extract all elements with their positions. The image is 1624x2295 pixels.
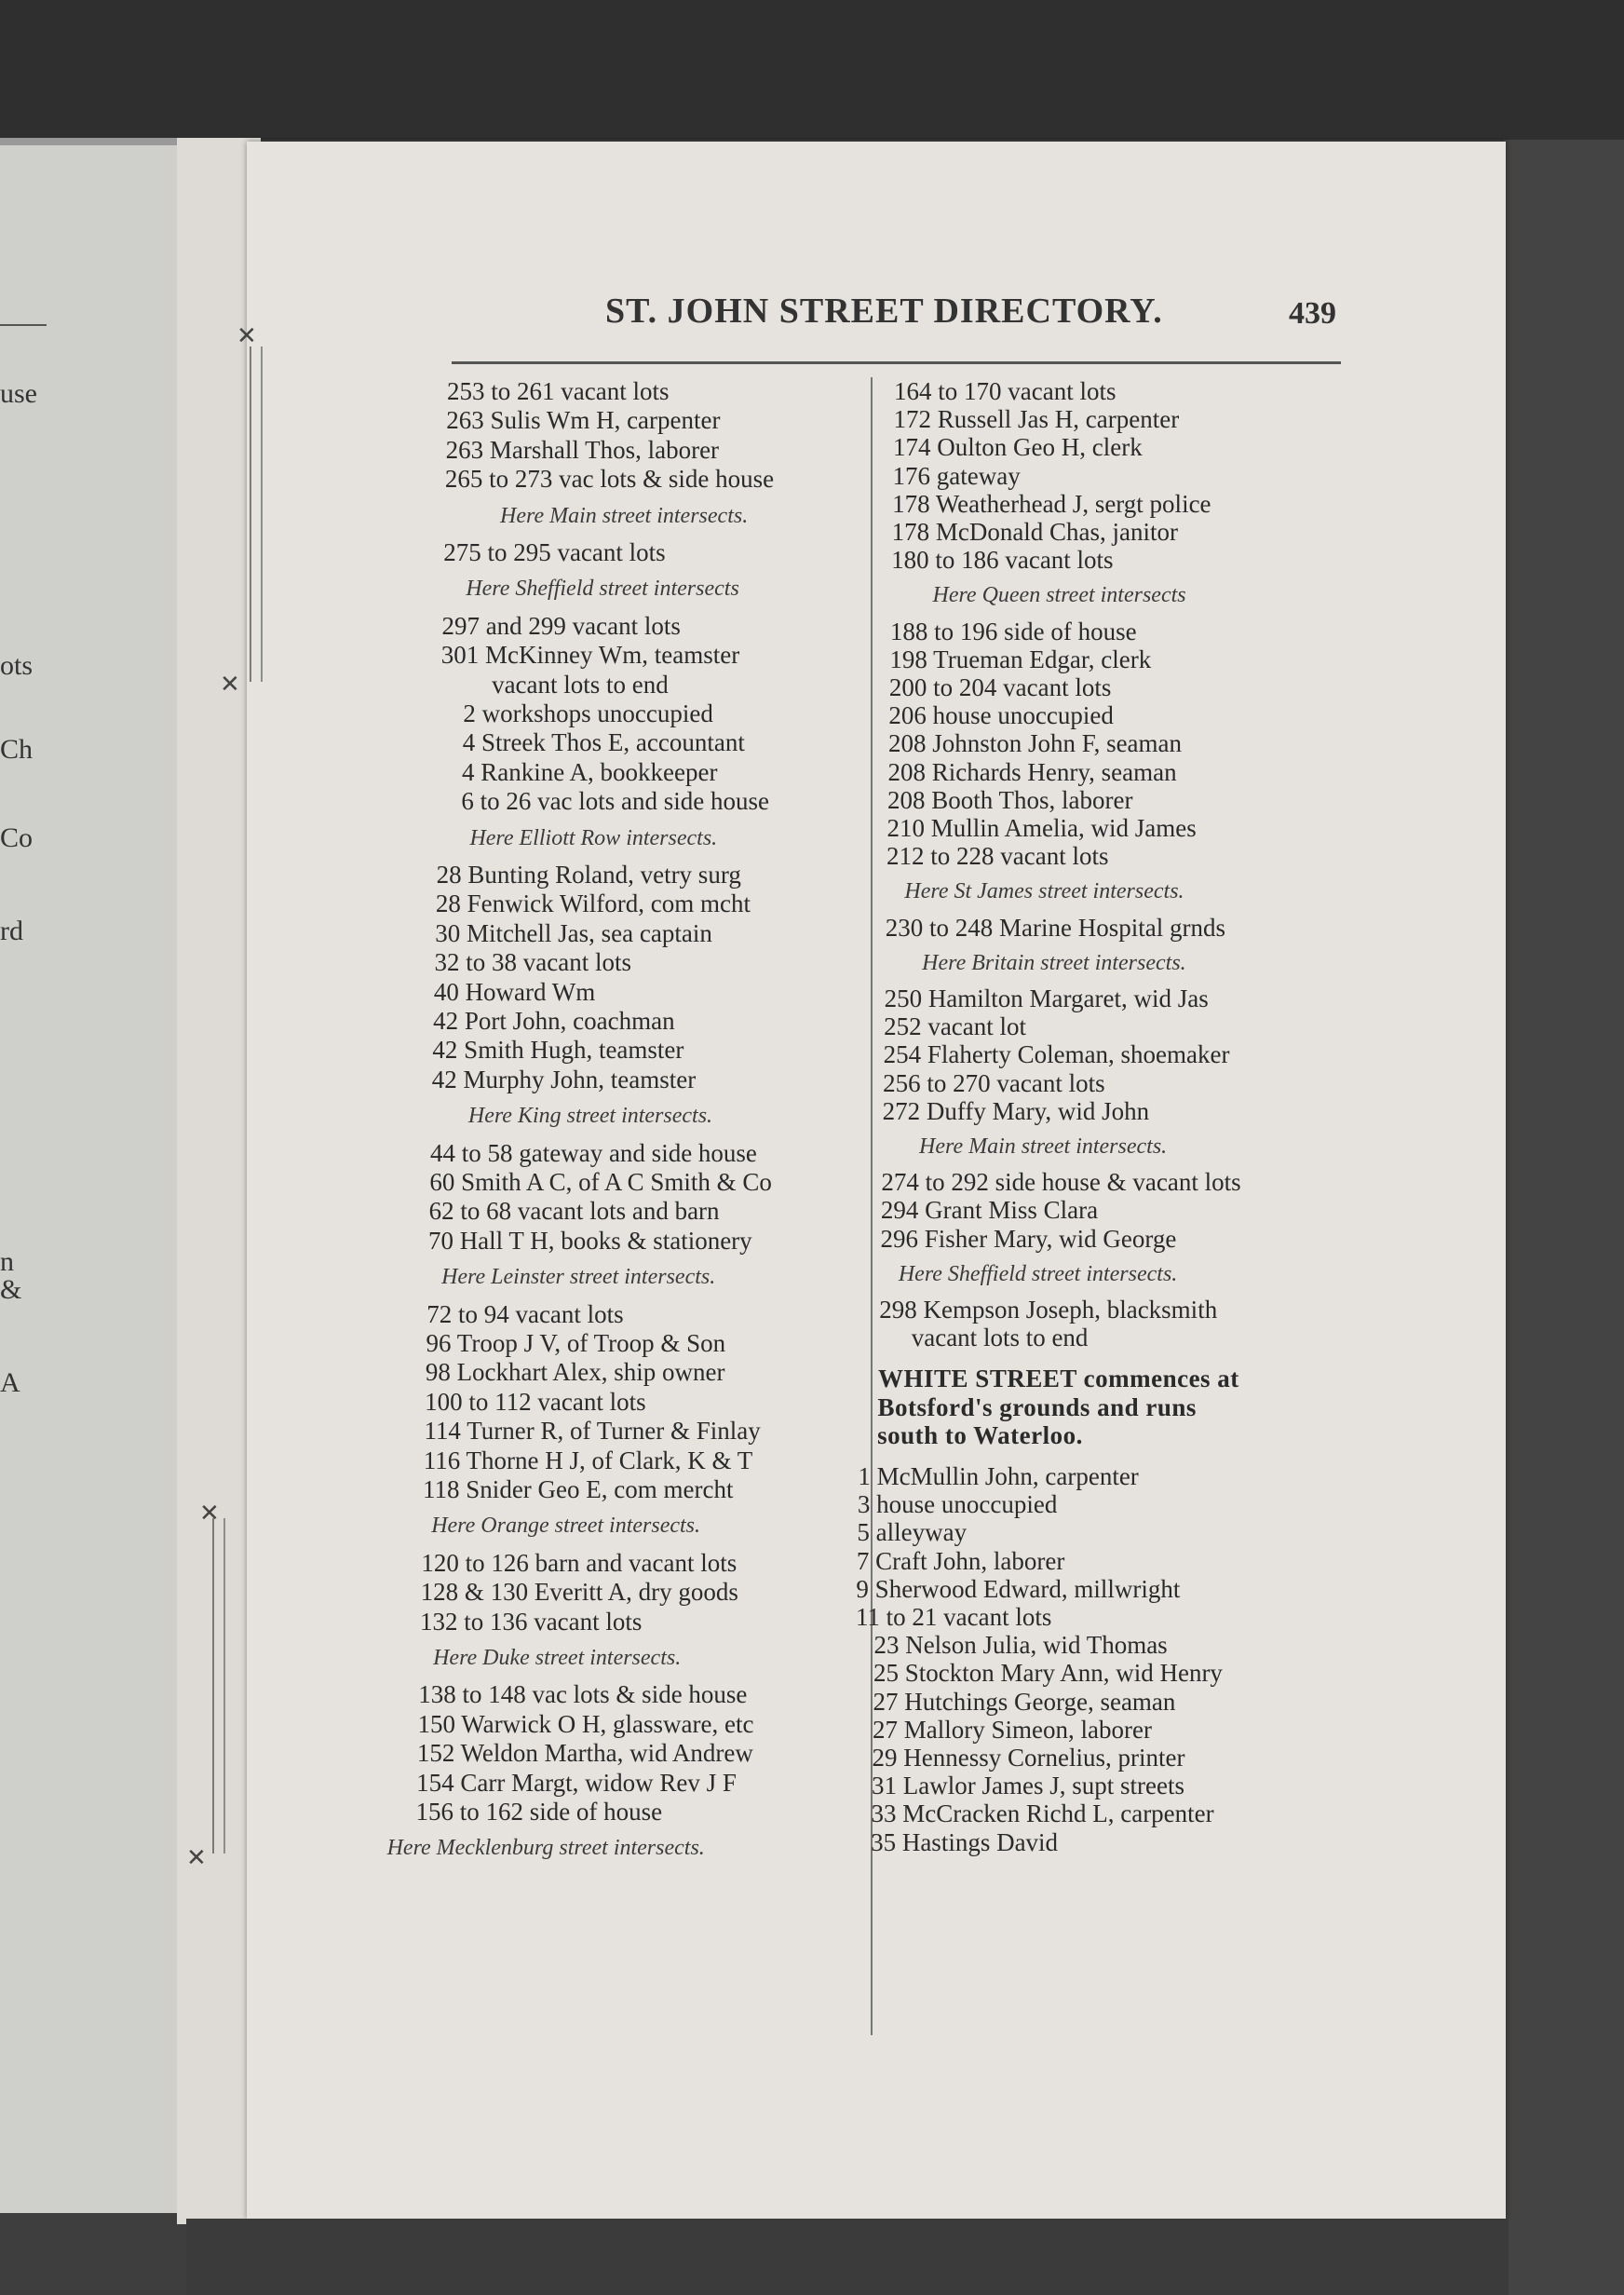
intersection-heading: Here King street intersects.: [467, 1104, 713, 1129]
directory-entry: 32 to 38 vacant lots: [434, 948, 631, 977]
previous-page-fragment: A: [0, 1367, 20, 1398]
stitch-knot-icon: ✕: [186, 1844, 207, 1871]
directory-entry: 118 Snider Geo E, com mercht: [423, 1475, 734, 1503]
directory-entry: 4 Streek Thos E, accountant: [462, 728, 745, 757]
directory-entry: 272 Duffy Mary, wid John: [882, 1096, 1150, 1125]
directory-entry: 44 to 58 gateway and side house: [430, 1138, 757, 1167]
directory-entry: 138 to 148 vac lots & side house: [418, 1680, 748, 1709]
directory-entry: 254 Flaherty Coleman, shoemaker: [883, 1040, 1230, 1069]
directory-entry: 1 McMullin John, carpenter: [858, 1462, 1139, 1490]
directory-entry: 33 McCracken Richd L, carpenter: [871, 1799, 1214, 1828]
directory-entry: 72 to 94 vacant lots: [426, 1299, 624, 1328]
directory-entry: 27 Hutchings George, seaman: [873, 1687, 1176, 1716]
binding-stitch-lower: [212, 1518, 225, 1854]
directory-entry: 212 to 228 vacant lots: [886, 842, 1109, 871]
directory-entry: 297 and 299 vacant lots: [441, 611, 681, 640]
intersection-heading: Here Main street intersects.: [500, 503, 749, 528]
directory-entry: 25 Stockton Mary Ann, wid Henry: [873, 1659, 1223, 1688]
directory-entry: 256 to 270 vacant lots: [883, 1068, 1105, 1097]
directory-entry: 178 McDonald Chas, janitor: [891, 518, 1179, 546]
intersection-heading: Here Elliott Row intersects.: [469, 825, 718, 850]
directory-entry: 208 Johnston John F, seaman: [887, 729, 1183, 758]
directory-entry: 200 to 204 vacant lots: [888, 673, 1112, 701]
directory-entry: 30 Mitchell Jas, sea captain: [435, 918, 712, 947]
intersection-heading: Here Leinster street intersects.: [441, 1265, 716, 1290]
directory-entry: 164 to 170 vacant lots: [894, 377, 1116, 405]
directory-entry: 96 Troop J V, of Troop & Son: [426, 1329, 726, 1357]
directory-entry: 253 to 261 vacant lots: [447, 377, 670, 405]
intersection-heading: Here Orange street intersects.: [431, 1514, 701, 1539]
directory-entry: vacant lots to end: [492, 670, 669, 699]
directory-entry: 275 to 295 vacant lots: [443, 538, 666, 566]
directory-entry: 176 gateway: [892, 461, 1021, 490]
intersection-heading: Here Duke street intersects.: [433, 1646, 682, 1670]
directory-entry: 150 Warwick O H, glassware, etc: [417, 1709, 754, 1738]
page-title: ST. JOHN STREET DIRECTORY.: [605, 292, 1163, 331]
directory-entry: 60 Smith A C, of A C Smith & Co: [429, 1168, 772, 1196]
directory-entry: 40 Howard Wm: [433, 977, 596, 1006]
intersection-heading: Here Sheffield street intersects: [466, 577, 739, 602]
directory-entry: 3 house unoccupied: [857, 1490, 1058, 1519]
previous-page-fragment: Co: [0, 822, 34, 853]
directory-entry: 9 Sherwood Edward, millwright: [856, 1574, 1181, 1603]
directory-entry: 42 Smith Hugh, teamster: [432, 1036, 684, 1065]
previous-page-fragment: Ch: [0, 734, 34, 765]
directory-entry: 208 Booth Thos, laborer: [886, 785, 1133, 814]
directory-entry: 70 Hall T H, books & stationery: [427, 1226, 752, 1255]
directory-entry: 298 Kempson Joseph, blacksmith: [879, 1296, 1218, 1324]
directory-entry: 188 to 196 side of house: [889, 617, 1137, 645]
directory-entry: 180 to 186 vacant lots: [891, 546, 1114, 575]
intersection-heading: Here Britain street intersects.: [922, 950, 1186, 975]
directory-entry: 172 Russell Jas H, carpenter: [893, 405, 1180, 434]
directory-entry: 296 Fisher Mary, wid George: [880, 1224, 1177, 1253]
intersection-heading: Here Sheffield street intersects.: [898, 1261, 1178, 1286]
stitch-knot-icon: ✕: [237, 322, 257, 349]
previous-page-fragment: &: [0, 1274, 22, 1305]
previous-page-fragment: use: [0, 378, 37, 409]
intersection-heading: Here Main street intersects.: [919, 1134, 1168, 1159]
directory-entry: 42 Murphy John, teamster: [431, 1065, 697, 1093]
stitch-knot-icon: ✕: [199, 1500, 220, 1527]
directory-entry: 154 Carr Margt, widow Rev J F: [416, 1768, 737, 1797]
directory-entry: 116 Thorne H J, of Clark, K & T: [423, 1446, 753, 1474]
directory-entry: 23 Nelson Julia, wid Thomas: [873, 1631, 1168, 1660]
scan-background-bottom: [186, 2219, 1509, 2295]
directory-entry: 28 Fenwick Wilford, com mcht: [435, 889, 751, 918]
directory-entry: 4 Rankine A, bookkeeper: [462, 757, 718, 786]
directory-entry: 263 Sulis Wm H, carpenter: [446, 406, 721, 435]
directory-entry: 174 Oulton Geo H, clerk: [893, 433, 1143, 462]
directory-entry: 294 Grant Miss Clara: [880, 1196, 1099, 1225]
header-rule: [452, 361, 1341, 364]
directory-entry: 7 Craft John, laborer: [856, 1546, 1065, 1575]
directory-entry: 128 & 130 Everitt A, dry goods: [420, 1578, 738, 1607]
directory-entry: 114 Turner R, of Turner & Finlay: [424, 1417, 761, 1446]
intersection-heading: Here Mecklenburg street intersects.: [386, 1836, 705, 1861]
directory-entry: 252 vacant lot: [884, 1012, 1027, 1041]
directory-entry: 274 to 292 side house & vacant lots: [881, 1168, 1241, 1197]
street-intro-line: south to Waterloo.: [877, 1420, 1083, 1449]
scan-background-top: [0, 0, 1624, 140]
directory-entry: 98 Lockhart Alex, ship owner: [425, 1358, 725, 1387]
directory-entry: 42 Port John, coachman: [433, 1007, 675, 1035]
directory-entry: 100 to 112 vacant lots: [425, 1387, 646, 1416]
binding-stitch-upper: [250, 346, 263, 682]
directory-entry: 263 Marshall Thos, laborer: [445, 435, 720, 464]
directory-entry: 29 Hennessy Cornelius, printer: [872, 1744, 1185, 1772]
directory-entry: 198 Trueman Edgar, clerk: [889, 645, 1152, 673]
previous-page-fragment: rd: [0, 916, 23, 946]
directory-entry: 206 house unoccupied: [888, 701, 1114, 730]
directory-entry: 208 Richards Henry, seaman: [887, 757, 1177, 786]
directory-entry: vacant lots to end: [911, 1324, 1089, 1352]
directory-entry: 6 to 26 vac lots and side house: [461, 787, 770, 816]
directory-entry: 2 workshops unoccupied: [463, 699, 713, 727]
directory-entry: 35 Hastings David: [871, 1827, 1059, 1856]
directory-entry: 31 Lawlor James J, supt streets: [872, 1772, 1184, 1800]
directory-entry: 230 to 248 Marine Hospital grnds: [885, 913, 1225, 942]
directory-entry: 152 Weldon Martha, wid Andrew: [416, 1739, 753, 1768]
stitch-knot-icon: ✕: [220, 671, 240, 698]
directory-entry: 28 Bunting Roland, vetry surg: [436, 861, 741, 889]
directory-entry: 250 Hamilton Margaret, wid Jas: [884, 985, 1209, 1012]
directory-entry: 210 Mullin Amelia, wid James: [886, 814, 1197, 842]
directory-entry: 27 Mallory Simeon, laborer: [873, 1715, 1152, 1744]
page-number: 439: [1289, 296, 1336, 331]
scan-background-right: [1504, 140, 1624, 2295]
intersection-heading: Here St James street intersects.: [904, 879, 1184, 904]
directory-entry: 62 to 68 vacant lots and barn: [428, 1197, 720, 1226]
previous-page-fragment: n: [0, 1246, 14, 1277]
directory-entry: 156 to 162 side of house: [415, 1798, 663, 1826]
directory-entry: 265 to 273 vac lots & side house: [444, 465, 775, 494]
street-intro-line: Botsford's grounds and runs: [877, 1392, 1197, 1421]
directory-entry: 11 to 21 vacant lots: [855, 1603, 1052, 1631]
directory-entry: 5 alleyway: [857, 1518, 968, 1547]
directory-entry: 301 McKinney Wm, teamster: [440, 641, 740, 670]
previous-page-fragment: ots: [0, 650, 34, 681]
street-intro-line: WHITE STREET commences at: [878, 1365, 1239, 1393]
previous-page-rule: [0, 324, 47, 326]
directory-entry: 132 to 136 vacant lots: [419, 1607, 643, 1636]
intersection-heading: Here Queen street intersects: [932, 583, 1186, 608]
directory-entry: 120 to 126 barn and vacant lots: [421, 1548, 738, 1577]
directory-entry: 178 Weatherhead J, sergt police: [892, 489, 1211, 518]
